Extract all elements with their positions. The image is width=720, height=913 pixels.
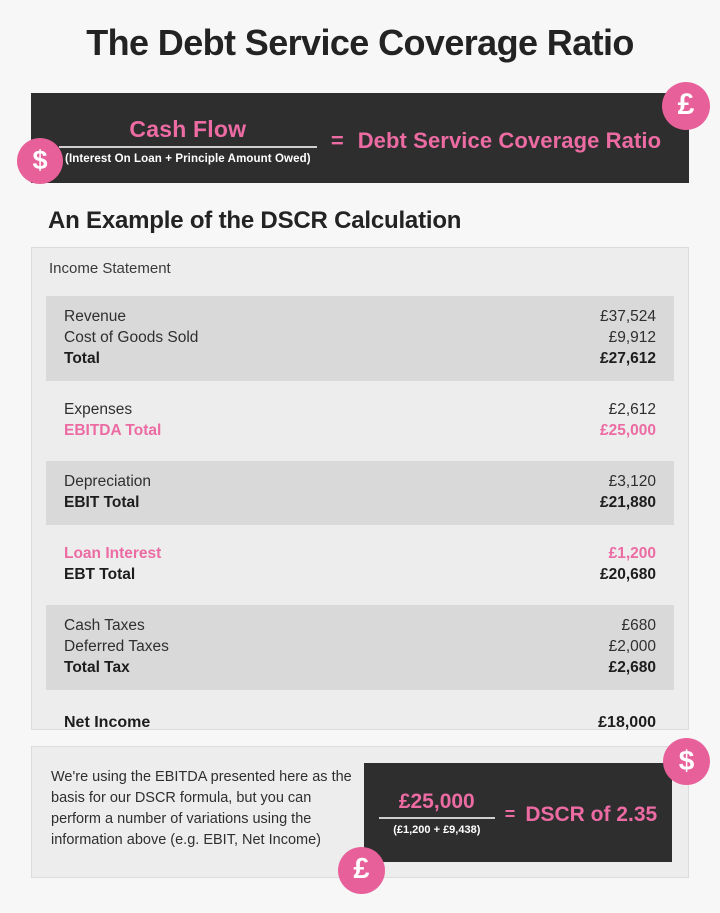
dscr-calculation-row: [364, 763, 672, 862]
table-row: [64, 657, 656, 678]
dscr-calc-fraction: [379, 790, 495, 836]
table-row: [64, 420, 656, 441]
statement-group: [46, 533, 674, 597]
row-label: Depreciation: [64, 473, 152, 490]
row-label: Total: [64, 350, 100, 367]
pound-coin-glyph: £: [677, 88, 695, 121]
row-value: £2,000: [608, 638, 656, 655]
row-label: Revenue: [64, 308, 127, 325]
table-row: [64, 636, 656, 657]
row-label: Net Income: [64, 714, 151, 731]
row-value: £18,000: [598, 714, 656, 731]
explanation-text: We're using the EBITDA presented here as the basis for our DSCR formula, but you can perform a number of variations using the information above (e.g. EBIT, Net Income): [51, 769, 352, 848]
row-value: £27,612: [599, 350, 656, 367]
table-row: [64, 712, 656, 733]
group-gap: [46, 525, 674, 533]
row-value: £9,912: [608, 329, 656, 346]
row-label: EBT Total: [64, 566, 136, 583]
row-value: £20,680: [599, 566, 656, 583]
row-label: Deferred Taxes: [64, 638, 169, 655]
pound-coin-bottom-icon: [338, 847, 385, 894]
formula-fraction: [59, 112, 317, 165]
statement-group: [46, 461, 674, 525]
row-value: £21,880: [599, 494, 656, 511]
row-value: £25,000: [599, 422, 656, 439]
row-label: EBITDA Total: [64, 422, 162, 439]
table-row: [64, 615, 656, 636]
income-statement-label: Income Statement: [49, 260, 171, 277]
table-row: [64, 564, 656, 585]
section-heading: An Example of the DSCR Calculation: [48, 207, 462, 234]
formula-equals-sign: =: [330, 128, 344, 153]
row-value: £3,120: [608, 473, 656, 490]
dscr-calc-result: DSCR of 2.35: [525, 802, 658, 826]
table-row: [64, 306, 656, 327]
row-label: Total Tax: [64, 659, 130, 676]
row-label: Cash Taxes: [64, 617, 145, 634]
page-title: The Debt Service Coverage Ratio: [86, 22, 634, 63]
row-label: Cost of Goods Sold: [64, 329, 199, 346]
row-value: £680: [621, 617, 656, 634]
formula-denominator: (Interest On Loan + Principle Amount Owed): [65, 152, 311, 165]
group-gap: [46, 597, 674, 605]
pound-coin-icon: [662, 82, 710, 130]
dollar-coin-bottom-icon: [663, 738, 710, 785]
dscr-calc-equals-sign: =: [504, 804, 516, 824]
row-value: £37,524: [599, 308, 656, 325]
table-row: [64, 348, 656, 369]
statement-group: [46, 296, 674, 381]
row-value: £1,200: [608, 545, 656, 562]
row-label: Expenses: [64, 401, 133, 418]
dollar-coin-icon: [17, 138, 63, 184]
dscr-calc-numerator: £25,000: [398, 789, 475, 813]
row-label: EBIT Total: [64, 494, 140, 511]
row-value: £2,612: [608, 401, 656, 418]
group-gap: [46, 690, 674, 698]
dscr-formula-banner: [31, 93, 689, 183]
table-row: [64, 543, 656, 564]
table-row: [64, 399, 656, 420]
row-label: Loan Interest: [64, 545, 162, 562]
income-statement-rows: [46, 296, 674, 747]
formula-row: [31, 93, 689, 183]
group-gap: [46, 381, 674, 389]
group-gap: [46, 453, 674, 461]
dollar-coin-glyph: $: [32, 144, 48, 175]
row-value: £2,680: [608, 659, 656, 676]
formula-result-label: Debt Service Coverage Ratio: [357, 128, 662, 153]
dscr-calc-denominator: (£1,200 + £9,438): [393, 823, 481, 836]
table-row: [64, 471, 656, 492]
statement-group: [46, 698, 674, 747]
dscr-calculation-box: [364, 763, 672, 862]
statement-group: [46, 389, 674, 453]
pound-coin-bottom-glyph: £: [353, 853, 370, 885]
table-row: [64, 327, 656, 348]
statement-group: [46, 605, 674, 690]
formula-numerator: Cash Flow: [129, 115, 247, 142]
table-row: [64, 492, 656, 513]
dollar-coin-bottom-glyph: $: [678, 744, 695, 776]
income-statement-panel: [31, 247, 689, 730]
